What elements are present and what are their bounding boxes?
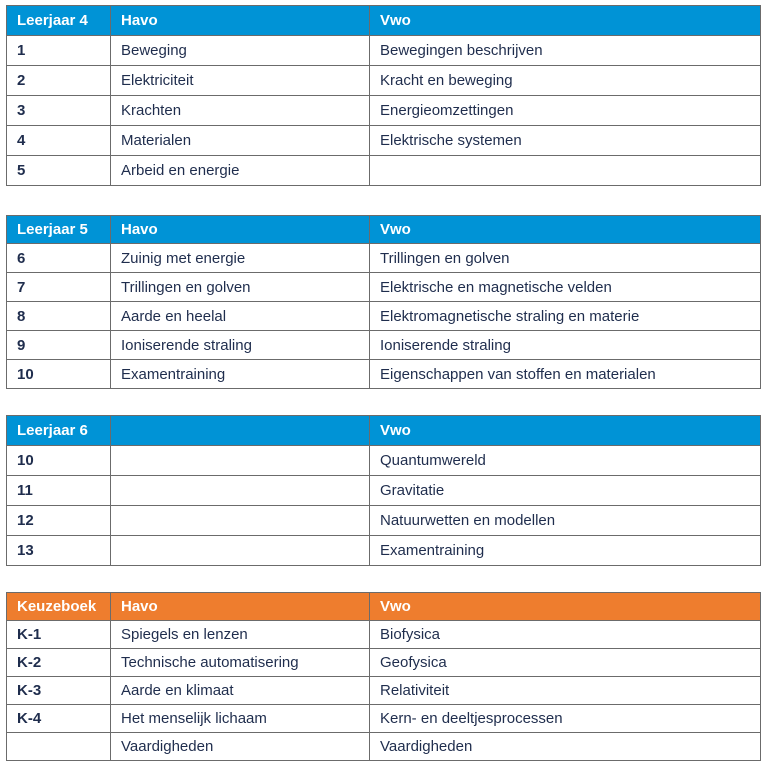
table-keuzeboek — [6, 592, 761, 761]
table-header-row — [7, 416, 761, 446]
havo-cell: Materialen — [111, 126, 370, 156]
chapter-number: K-4 — [7, 705, 111, 733]
vwo-cell: Vaardigheden — [370, 733, 761, 761]
havo-cell: Aarde en heelal — [111, 302, 370, 331]
chapter-number: 9 — [7, 331, 111, 360]
vwo-cell: Kracht en beweging — [370, 66, 761, 96]
vwo-cell: Bewegingen beschrijven — [370, 36, 761, 66]
table-row — [7, 360, 761, 389]
table-row — [7, 677, 761, 705]
vwo-cell: Relativiteit — [370, 677, 761, 705]
chapter-number: 10 — [7, 446, 111, 476]
table-header-row — [7, 593, 761, 621]
table-row — [7, 66, 761, 96]
chapter-number: 13 — [7, 536, 111, 566]
chapter-number: 8 — [7, 302, 111, 331]
havo-cell: Examentraining — [111, 360, 370, 389]
table-row — [7, 331, 761, 360]
vwo-cell: Kern- en deeltjesprocessen — [370, 705, 761, 733]
table-row — [7, 273, 761, 302]
vwo-cell: Geofysica — [370, 649, 761, 677]
vwo-cell: Elektrische systemen — [370, 126, 761, 156]
chapter-number: 4 — [7, 126, 111, 156]
table-header-row — [7, 216, 761, 244]
havo-cell: Beweging — [111, 36, 370, 66]
vwo-cell: Ioniserende straling — [370, 331, 761, 360]
havo-cell — [111, 476, 370, 506]
table-row — [7, 649, 761, 677]
table-row — [7, 476, 761, 506]
vwo-cell: Gravitatie — [370, 476, 761, 506]
chapter-number: 2 — [7, 66, 111, 96]
table-row — [7, 733, 761, 761]
vwo-cell: Elektrische en magnetische velden — [370, 273, 761, 302]
header-cell: Havo — [111, 216, 370, 244]
table-row — [7, 705, 761, 733]
vwo-cell: Natuurwetten en modellen — [370, 506, 761, 536]
chapter-number: 11 — [7, 476, 111, 506]
vwo-cell: Biofysica — [370, 621, 761, 649]
header-cell: Keuzeboek — [7, 593, 111, 621]
table-row — [7, 506, 761, 536]
vwo-cell — [370, 156, 761, 186]
table-row — [7, 244, 761, 273]
vwo-cell: Elektromagnetische straling en materie — [370, 302, 761, 331]
header-cell: Leerjaar 6 — [7, 416, 111, 446]
vwo-cell: Examentraining — [370, 536, 761, 566]
chapter-number: 3 — [7, 96, 111, 126]
table-row — [7, 96, 761, 126]
havo-cell: Spiegels en lenzen — [111, 621, 370, 649]
havo-cell: Trillingen en golven — [111, 273, 370, 302]
havo-cell: Ioniserende straling — [111, 331, 370, 360]
havo-cell: Aarde en klimaat — [111, 677, 370, 705]
table-row — [7, 536, 761, 566]
header-cell: Vwo — [370, 216, 761, 244]
havo-cell: Het menselijk lichaam — [111, 705, 370, 733]
header-cell — [111, 416, 370, 446]
table-header-row — [7, 6, 761, 36]
havo-cell: Krachten — [111, 96, 370, 126]
chapter-number: 10 — [7, 360, 111, 389]
table-leerjaar-4 — [6, 5, 761, 186]
havo-cell: Vaardigheden — [111, 733, 370, 761]
havo-cell: Arbeid en energie — [111, 156, 370, 186]
table-row — [7, 126, 761, 156]
table-row — [7, 36, 761, 66]
header-cell: Havo — [111, 593, 370, 621]
havo-cell: Elektriciteit — [111, 66, 370, 96]
table-row — [7, 156, 761, 186]
chapter-number: K-3 — [7, 677, 111, 705]
table-leerjaar-6 — [6, 415, 761, 566]
havo-cell — [111, 446, 370, 476]
table-row — [7, 621, 761, 649]
chapter-number: 7 — [7, 273, 111, 302]
havo-cell: Zuinig met energie — [111, 244, 370, 273]
havo-cell — [111, 536, 370, 566]
chapter-number — [7, 733, 111, 761]
table-row — [7, 446, 761, 476]
vwo-cell: Eigenschappen van stoffen en materialen — [370, 360, 761, 389]
header-cell: Vwo — [370, 6, 761, 36]
header-cell: Vwo — [370, 416, 761, 446]
vwo-cell: Quantumwereld — [370, 446, 761, 476]
chapter-number: 12 — [7, 506, 111, 536]
chapter-number: K-1 — [7, 621, 111, 649]
chapter-number: 5 — [7, 156, 111, 186]
header-cell: Vwo — [370, 593, 761, 621]
havo-cell — [111, 506, 370, 536]
table-leerjaar-5 — [6, 215, 761, 389]
table-row — [7, 302, 761, 331]
havo-cell: Technische automatisering — [111, 649, 370, 677]
chapter-number: K-2 — [7, 649, 111, 677]
chapter-number: 6 — [7, 244, 111, 273]
vwo-cell: Trillingen en golven — [370, 244, 761, 273]
header-cell: Havo — [111, 6, 370, 36]
vwo-cell: Energieomzettingen — [370, 96, 761, 126]
chapter-number: 1 — [7, 36, 111, 66]
header-cell: Leerjaar 4 — [7, 6, 111, 36]
header-cell: Leerjaar 5 — [7, 216, 111, 244]
